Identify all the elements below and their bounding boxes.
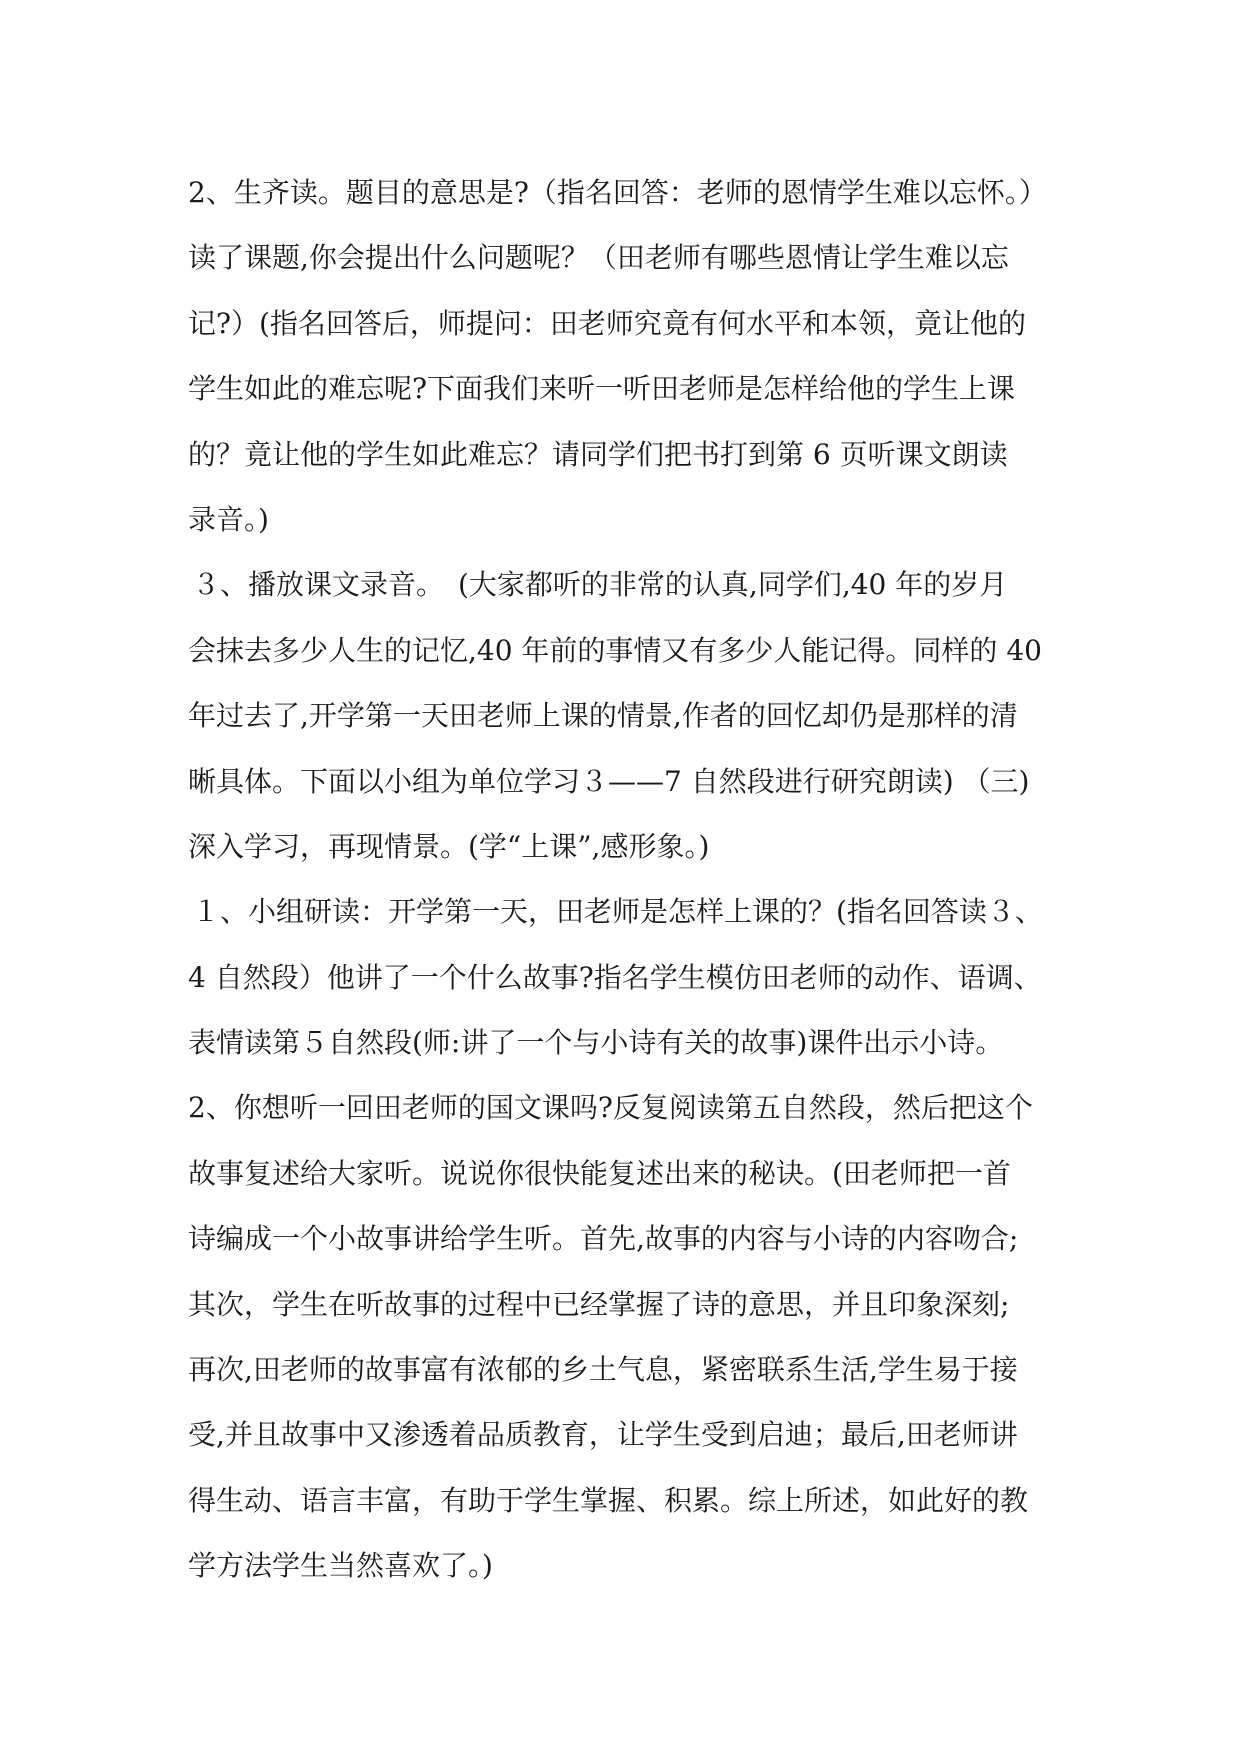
text-line: 学方法学生当然喜欢了。): [188, 1549, 493, 1583]
text-line: 其次，学生在听故事的过程中已经掌握了诗的意思，并且印象深刻;: [188, 1287, 1010, 1321]
text-line: 2、生齐读。题目的意思是?（指名回答：老师的恩情学生难以忘怀。）: [188, 176, 1047, 209]
text-line: 会抹去多少人生的记忆,40 年前的事情又有多少人能记得。同样的 40: [188, 633, 1042, 667]
text-line: 深入学习，再现情景。(学“上课”,感形象。): [188, 829, 710, 863]
text-line: 晰具体。下面以小组为单位学习３——7 自然段进行研究朗读) （三): [188, 764, 1030, 798]
text-line: 诗编成一个小故事讲给学生听。首先,故事的内容与小诗的内容吻合;: [188, 1222, 1019, 1256]
document-body: [188, 160, 1068, 1599]
text-line: 4 自然段）他讲了一个什么故事?指名学生模仿田老师的动作、语调、: [188, 960, 1042, 994]
text-line: 表情读第５自然段(师:讲了一个与小诗有关的故事)课件出示小诗。: [188, 1026, 1004, 1060]
text-line: 学生如此的难忘呢?下面我们来听一听田老师是怎样给他的学生上课: [188, 372, 1016, 406]
text-line: 年过去了,开学第一天田老师上课的情景,作者的回忆却仍是那样的清: [188, 699, 1018, 733]
text-line: 录音。): [188, 502, 269, 536]
text-line: 受,并且故事中又渗透着品质教育，让学生受到启迪；最后,田老师讲: [188, 1418, 1018, 1452]
text-line: ３、播放课文录音。 (大家都听的非常的认真,同学们,40 年的岁月: [192, 568, 1008, 602]
text-line: 故事复述给大家听。说说你很快能复述出来的秘诀。(田老师把一首: [188, 1156, 1011, 1190]
text-line: 的？竟让他的学生如此难忘？请同学们把书打到第 6 页听课文朗读: [188, 437, 1008, 471]
text-line: 记?）(指名回答后，师提问：田老师究竟有何水平和本领，竟让他的: [188, 306, 1026, 340]
text-line: 读了课题,你会提出什么问题呢？（田老师有哪些恩情让学生难以忘: [188, 241, 1009, 275]
text-line: 得生动、语言丰富，有助于学生掌握、积累。综上所述，如此好的教: [188, 1483, 1029, 1517]
text-line: 2、你想听一回田老师的国文课吗?反复阅读第五自然段，然后把这个: [188, 1091, 1033, 1125]
text-line: 再次,田老师的故事富有浓郁的乡土气息，紧密联系生活,学生易于接: [188, 1353, 1018, 1387]
text-line: １、小组研读：开学第一天，田老师是怎样上课的？(指名回答读３、: [192, 895, 1043, 929]
